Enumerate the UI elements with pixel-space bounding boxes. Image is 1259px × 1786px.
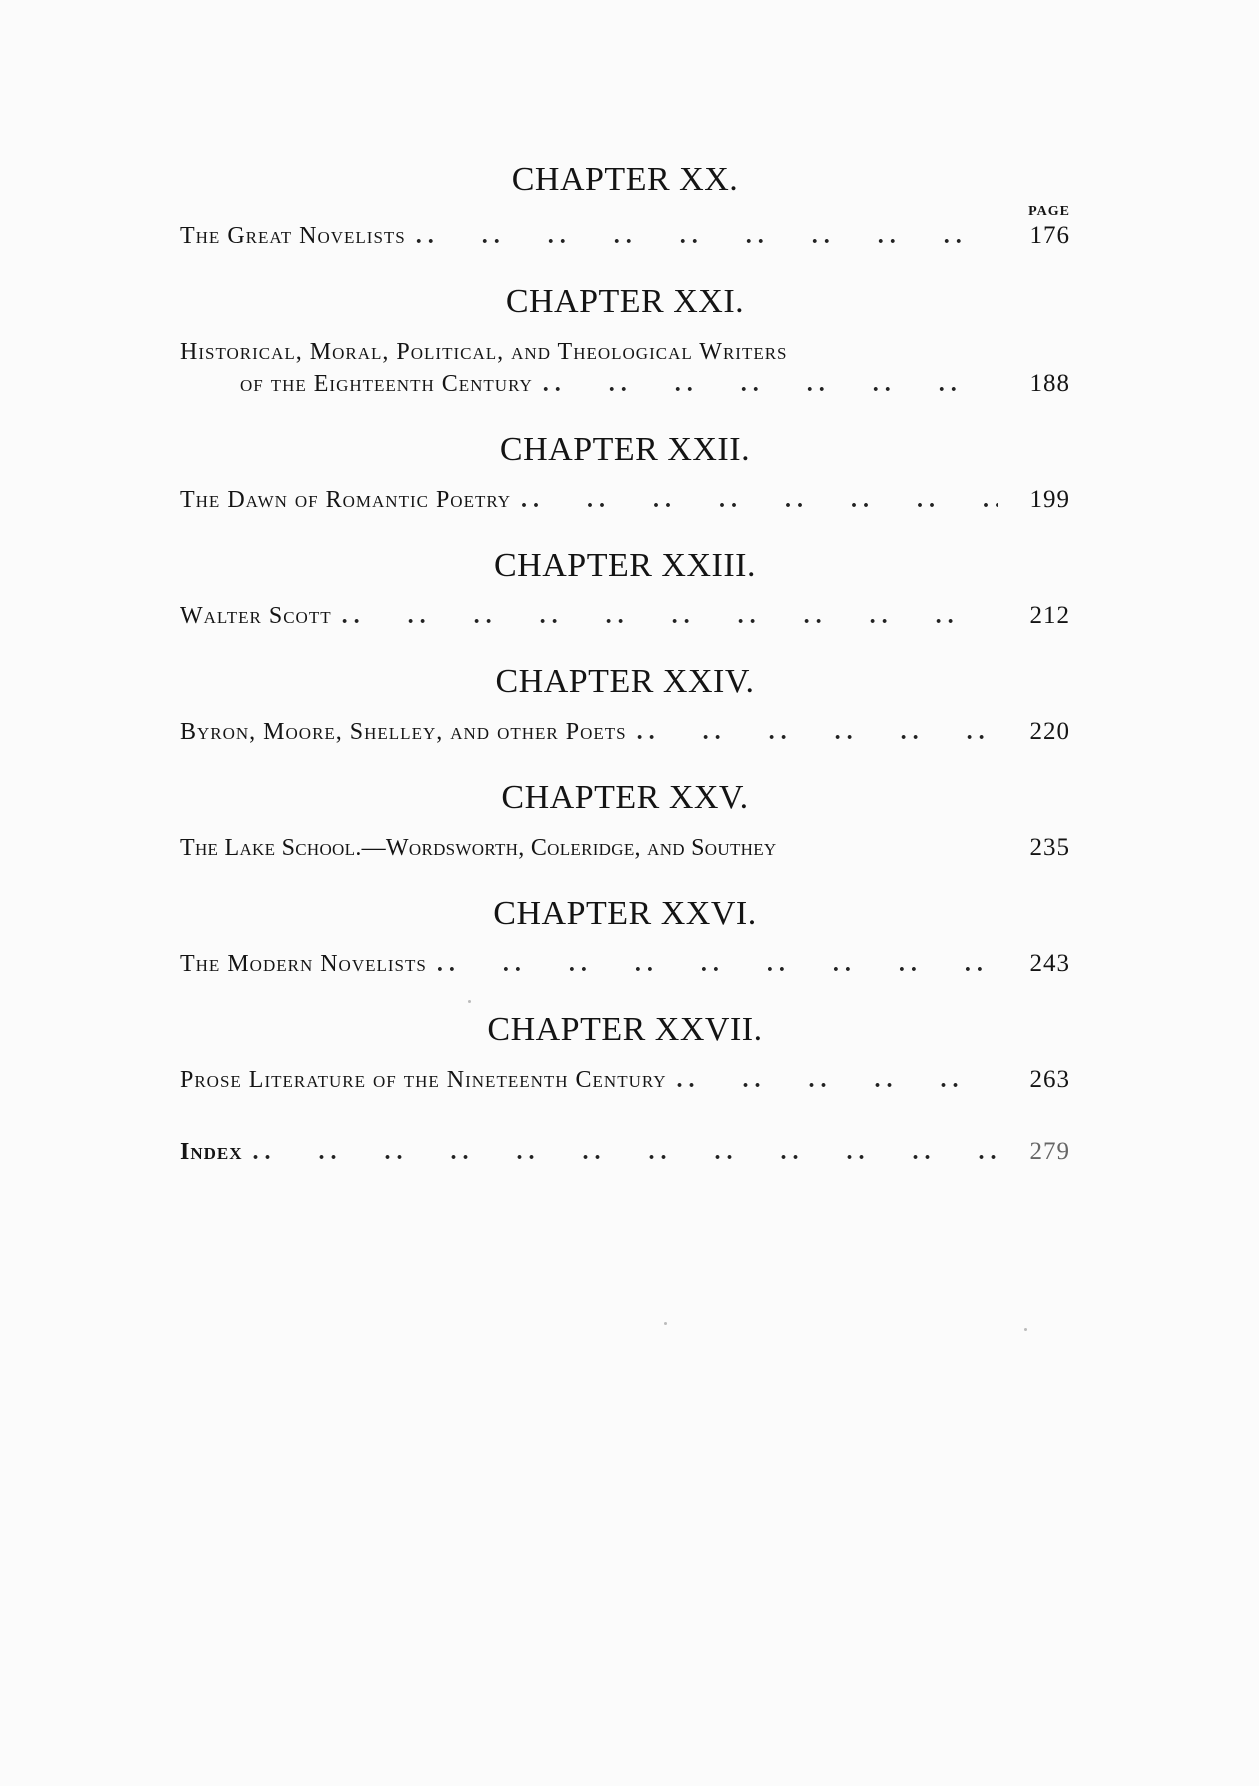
toc-entry — [180, 1064, 1070, 1096]
dot-leader — [342, 600, 998, 632]
chapter-heading: CHAPTER XXIII. — [494, 547, 756, 584]
toc-entry — [180, 484, 1070, 516]
toc-index-entry — [180, 1136, 1070, 1168]
page-column-label: PAGE — [1028, 204, 1070, 219]
toc-chapter-23 — [180, 546, 1070, 632]
scan-speck — [468, 1000, 471, 1003]
table-of-contents — [180, 160, 1070, 1168]
dot-leader — [253, 1136, 998, 1168]
entry-title: The Modern Novelists — [180, 951, 427, 977]
entry-title: The Great Novelists — [180, 223, 406, 249]
chapter-heading: CHAPTER XX. — [511, 161, 739, 198]
entry-page-number: 263 — [1029, 1066, 1070, 1093]
entry-page-number: 212 — [1029, 602, 1070, 629]
entry-page-number: 235 — [1029, 834, 1070, 861]
toc-entry — [180, 600, 1070, 632]
toc-chapter-24 — [180, 662, 1070, 748]
scan-speck — [664, 1322, 667, 1325]
entry-title: Index — [180, 1139, 243, 1165]
toc-chapter-27 — [180, 1010, 1070, 1096]
toc-chapter-22 — [180, 430, 1070, 516]
entry-title: The Dawn of Romantic Poetry — [180, 487, 512, 513]
toc-entry — [180, 336, 1070, 400]
entry-page-number: 176 — [1029, 222, 1070, 249]
toc-entry — [180, 220, 1070, 252]
entry-page-number: 243 — [1029, 950, 1070, 977]
entry-title: Walter Scott — [180, 603, 332, 629]
dot-leader — [416, 220, 998, 252]
toc-chapter-21 — [180, 282, 1070, 400]
entry-page-number: 199 — [1029, 486, 1070, 513]
entry-title: Prose Literature of the Nineteenth Century — [180, 1067, 667, 1093]
chapter-heading: CHAPTER XXV. — [501, 779, 749, 816]
toc-entry — [180, 716, 1070, 748]
chapter-heading: CHAPTER XXII. — [499, 431, 751, 468]
entry-page-number: 220 — [1029, 718, 1070, 745]
dot-leader — [677, 1064, 998, 1096]
chapter-heading: CHAPTER XXVII. — [487, 1011, 763, 1048]
entry-title-line2-row — [180, 368, 1070, 400]
toc-chapter-26 — [180, 894, 1070, 980]
toc-entry — [180, 948, 1070, 980]
dot-leader — [637, 716, 998, 748]
chapter-heading: CHAPTER XXIV. — [495, 663, 755, 700]
entry-page-number: 279 — [1029, 1138, 1070, 1165]
chapter-heading: CHAPTER XXVI. — [493, 895, 757, 932]
chapter-heading: CHAPTER XXI. — [505, 283, 745, 320]
dot-leader — [437, 948, 998, 980]
toc-chapter-20 — [180, 160, 1070, 252]
entry-title: The Lake School.—Wordsworth, Coleridge, and Southey — [180, 835, 777, 861]
scan-speck — [1024, 1328, 1027, 1331]
toc-entry — [180, 832, 1070, 864]
entry-page-number: 188 — [1029, 370, 1070, 397]
dot-leader — [543, 368, 998, 400]
dot-leader — [521, 484, 998, 516]
entry-title-line2: of the Eighteenth Century — [240, 371, 533, 397]
toc-chapter-25 — [180, 778, 1070, 864]
entry-title-line1: Historical, Moral, Political, and Theological Writers — [180, 339, 788, 365]
entry-title: Byron, Moore, Shelley, and other Poets — [180, 719, 627, 745]
